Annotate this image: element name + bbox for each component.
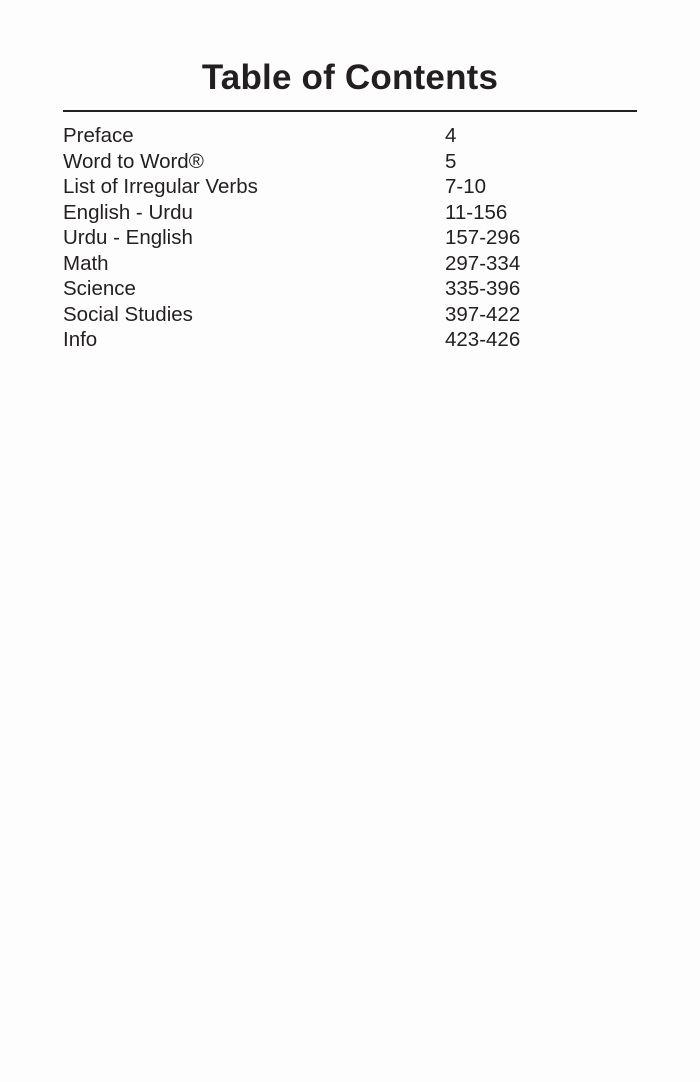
contents-entry-word-to-word [63,149,637,175]
entry-title: Science [63,277,136,300]
contents-entry-irregular-verbs [63,174,637,200]
page-title: Table of Contents [201,58,499,97]
entry-title: Info [63,328,98,351]
contents-entry-english-urdu [63,200,637,226]
title-divider [63,110,637,112]
contents-entry-social-studies [63,302,637,328]
entry-pages: 423-426 [445,328,521,351]
entry-pages: 335-396 [445,277,521,300]
entry-title: Social Studies [63,302,193,326]
entry-pages: 11-156 [445,200,508,224]
entry-title: English - Urdu [63,200,193,224]
contents-list [63,123,637,353]
contents-entry-urdu-english [63,225,637,251]
contents-entry-preface [63,123,637,149]
entry-pages: 157-296 [445,226,521,249]
entry-title: Math [63,251,109,275]
entry-pages: 397-422 [445,302,521,326]
entry-title: Word to Word® [63,149,204,173]
entry-pages: 297-334 [445,251,521,275]
entry-pages: 7-10 [445,175,487,198]
entry-title: Preface [63,124,134,147]
entry-pages: 5 [445,149,457,173]
entry-title: List of Irregular Verbs [63,175,258,198]
entry-title: Urdu - English [63,226,193,249]
contents-entry-info [63,327,637,353]
contents-entry-math [63,251,637,277]
contents-entry-science [63,276,637,302]
entry-pages: 4 [445,124,457,147]
